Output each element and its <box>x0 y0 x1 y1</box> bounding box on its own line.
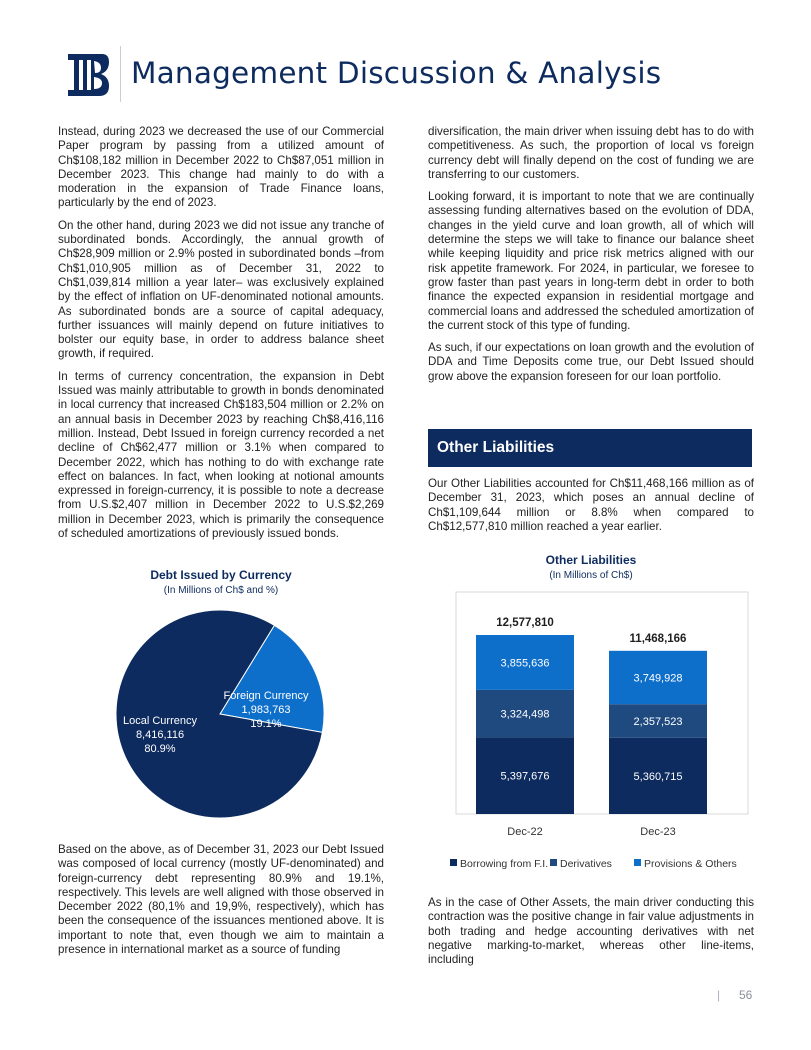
bar-total-label: 12,577,810 <box>496 617 554 630</box>
paragraph: diversification, the main driver when issuing debt has to do with competitiveness. As such, the proportion of local vs foreign currency debt will finally depend on the cost of funding we are transferring to our customers. <box>428 125 754 181</box>
footer-separator: | <box>717 988 721 1002</box>
pie-label-name: Foreign Currency <box>223 690 309 702</box>
legend-swatch <box>550 859 557 866</box>
paragraph: Looking forward, it is important to note that we are continually assessing funding alternatives based on the evolution of DDA, changes in the yield curve and loan growth, all of which will determine the steps we will take to finance our balance sheet while keeping liquidity and price risk metrics aligned with our risk appetite framework. For 2024, in particular, we foresee to grow faster than past years in long-term debt in order to both finance the expected expansion in residential mortgage and commercial loans and addressed the scheduled amortization of the current stock of this type of funding. <box>428 190 754 332</box>
pie-label-value: 8,416,116 <box>135 729 185 741</box>
legend-label: Derivatives <box>560 858 612 870</box>
bar-value-label: 3,855,636 <box>500 657 550 670</box>
x-tick-label: Dec-23 <box>640 826 676 838</box>
bank-logo <box>62 52 110 98</box>
other-liabilities-bar-chart <box>428 586 754 876</box>
pie-label-name: Local Currency <box>123 715 197 727</box>
x-tick-label: Dec-22 <box>507 826 543 838</box>
bar-value-label: 5,360,715 <box>633 770 683 783</box>
paragraph: As in the case of Other Assets, the main driver conducting this contraction was the positive change in fair value adjustments in both trading and hedge accounting derivatives with net negative marking-to-market, whereas other line-items, including <box>428 896 754 967</box>
bar-value-label: 2,357,523 <box>633 715 683 728</box>
legend-swatch <box>634 859 641 866</box>
debt-currency-pie-chart <box>110 604 330 824</box>
paragraph: As such, if our expectations on loan growth and the evolution of DDA and Time Deposits come true, our Debt Issued should grow above the expansion foreseen for our loan portfolio. <box>428 341 754 383</box>
pie-label-pct: 80.9% <box>144 743 176 755</box>
bar-chart-title: Other Liabilities <box>545 553 637 567</box>
section-text <box>428 477 754 542</box>
pie-chart-title: Debt Issued by Currency <box>150 568 292 582</box>
pie-chart-subtitle: (In Millions of Ch$ and %) <box>163 585 279 596</box>
left-text-block-bottom <box>58 843 384 965</box>
legend-swatch <box>450 859 457 866</box>
bar-total-label: 11,468,166 <box>629 632 687 645</box>
paragraph: In terms of currency concentration, the expansion in Debt Issued was mainly attributable to growth in bonds denominated in local currency that increased Ch$183,504 million or 2.2% on an annual basis in December 2023 by reaching Ch$8,416,116 million. Instead, Debt Issued in foreign currency recorded a net decline of Ch$62,477 million or 3.1% when compared to December 2022, which has nothing to do with exchange rate effect on balances. In fact, when looking at notional amounts expressed in foreign-currency, it is possible to note a decrease from U.S.$2,407 million in December 2022 to U.S.$2,269 million in December 2023, which is primarily the consequence of scheduled amortizations of previously issued bonds. <box>58 369 384 541</box>
bar-value-label: 3,324,498 <box>500 708 550 721</box>
paragraph: Instead, during 2023 we decreased the use of our Commercial Paper program by passing from a utilized amount of Ch$108,182 million in December 2022 to Ch$87,051 million in December 2023. This change had mainly to do with a moderation in the expansion of Trade Finance loans, particularly by the end of 2023. <box>58 125 384 210</box>
left-text-block <box>58 125 384 549</box>
bar-value-label: 5,397,676 <box>500 770 550 783</box>
legend-label: Provisions & Others <box>644 858 737 870</box>
section-header-other-liabilities <box>428 429 752 467</box>
right-text-block <box>428 125 754 392</box>
section-title: Other Liabilities <box>437 439 555 456</box>
pie-label-pct: 19.1% <box>250 718 282 730</box>
header-divider <box>120 46 121 102</box>
bar-chart-subtitle: (In Millions of Ch$) <box>549 570 633 581</box>
page-number: 56 <box>739 988 753 1002</box>
right-text-block-bottom <box>428 896 754 975</box>
legend-label: Borrowing from F.I. <box>460 858 549 870</box>
paragraph: Based on the above, as of December 31, 2023 our Debt Issued was composed of local currency (mostly UF-denominated) and foreign-currency debt representing 80.9% and 19.1%, respectively. This levels are well aligned with those observed in December 2022 (80,1% and 19,9%, respectively), which has been the consequence of the issuances mentioned above. It is important to note that, even though we aim to maintain a presence in international market as a source of funding <box>58 843 384 957</box>
paragraph: On the other hand, during 2023 we did not issue any tranche of subordinated bonds. Accordingly, the annual growth of Ch$28,909 million or 2.9% posted in subordinated bonds –from Ch$1,010,905 million as of December 31, 2022 to Ch$1,039,814 million a year later– was exclusively explained by the effect of inflation on UF-denominated notional amounts. As subordinated bonds are a source of capital adequacy, further issuances will mainly depend on future initiatives to bolster our equity base, in order to address balance sheet growth, if required. <box>58 218 384 361</box>
page-title: Management Discussion & Analysis <box>131 56 662 90</box>
paragraph: Our Other Liabilities accounted for Ch$11,468,166 million as of December 31, 2023, which poses an annual decline of Ch$1,109,644 million or 8.8% when compared to Ch$12,577,810 million reached a year earlier. <box>428 477 754 533</box>
pie-label-value: 1,983,763 <box>241 704 291 716</box>
bar-value-label: 3,749,928 <box>633 672 683 685</box>
